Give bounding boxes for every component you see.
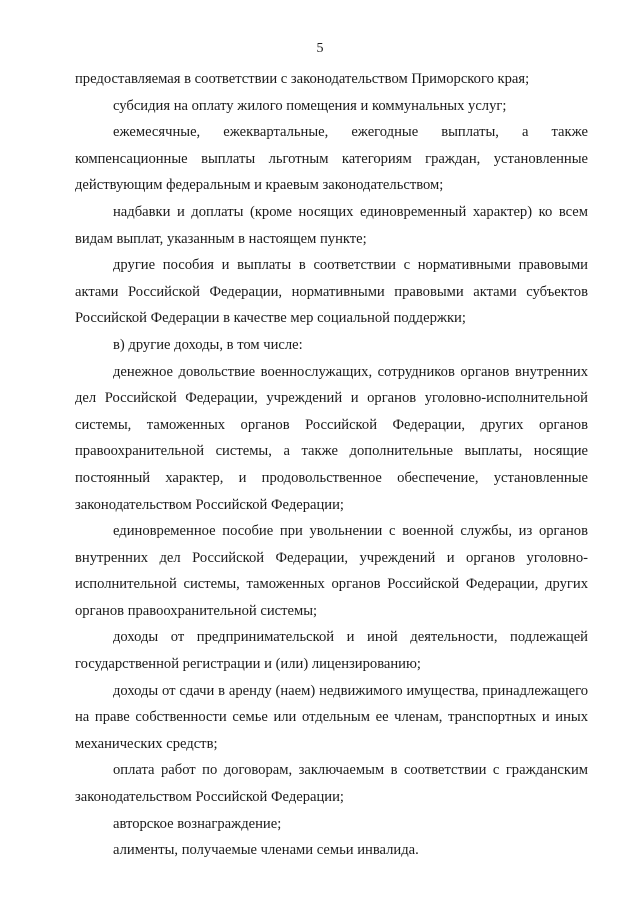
paragraph-contract-payments: оплата работ по договорам, заключаемым в соответствии с гражданским законодательством Российской Федерации;	[75, 762, 588, 806]
paragraph-continuation: предоставляемая в соответствии с законодательством Приморского края;	[75, 71, 530, 87]
paragraph-housing-subsidy: субсидия на оплату жилого помещения и коммунальных услуг;	[113, 97, 507, 114]
paragraph-severance-benefit: единовременное пособие при увольнении с военной службы, из органов внутренних дел Российской Федерации, учреждений и органов уголовно-исполнительной системы, таможенных органов Российской Федерации, других органов правоохранительной системы;	[75, 523, 588, 619]
paragraph-monetary-allowance: денежное довольствие военнослужащих, сотрудников органов внутренних дел Российской Федерации, учреждений и органов уголовно-исполнительной системы, таможенных органов Российской Федерации, других органов правоохранительной системы, а также дополнительные выплаты, носящие постоянный характер, и продовольственное обеспечение, установленные законодательством Российской Федерации;	[75, 363, 588, 513]
paragraph-other-income-heading: в) другие доходы, в том числе:	[113, 336, 303, 353]
paragraph-periodic-payments: ежемесячные, ежеквартальные, ежегодные выплаты, а также компенсационные выплаты льготным категориям граждан, установленные действующим федеральным и краевым законодательством;	[75, 124, 588, 194]
paragraph-business-income: доходы от предпринимательской и иной деятельности, подлежащей государственной регистрации и (или) лицензированию;	[75, 629, 588, 673]
paragraph-royalties: авторское вознаграждение;	[113, 815, 282, 832]
document-body	[75, 66, 588, 864]
paragraph-allowances: надбавки и доплаты (кроме носящих единовременный характер) ко всем видам выплат, указанным в настоящем пункте;	[75, 203, 588, 247]
paragraph-other-benefits: другие пособия и выплаты в соответствии с нормативными правовыми актами Российской Федерации, нормативными правовыми актами субъектов Российской Федерации в качестве мер социальной поддержки;	[75, 257, 588, 327]
page-number: 5	[316, 41, 324, 56]
paragraph-alimony: алименты, получаемые членами семьи инвалида.	[113, 842, 419, 859]
paragraph-rental-income: доходы от сдачи в аренду (наем) недвижимого имущества, принадлежащего на праве собственности семье или отдельным ее членам, транспортных и иных механических средств;	[75, 682, 588, 752]
